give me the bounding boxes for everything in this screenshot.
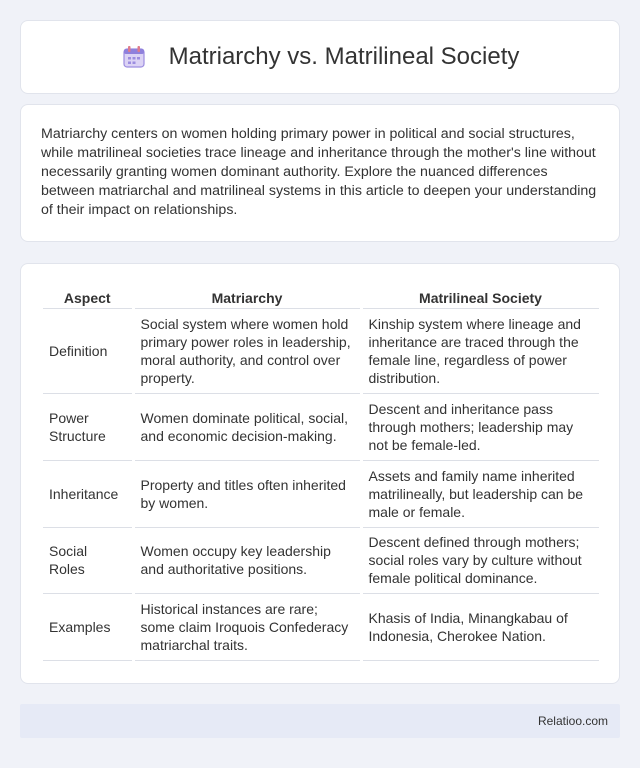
cell-matrilineal: Assets and family name inherited matrilineally, but leadership can be male or female. [361,460,599,527]
title-card [20,20,620,94]
cell-aspect: Inheritance [43,460,133,527]
table-header-row [43,286,599,308]
cell-matriarchy: Women dominate political, social, and economic decision-making. [133,393,361,460]
table-row [43,527,599,593]
comparison-table [43,286,599,661]
cell-aspect: Social Roles [43,527,133,593]
intro-text: Matriarchy centers on women holding primary power in political and social structures, while matrilineal societies trace lineage and inheritance through the mother's line without necessarily granting women dominant authority. Explore the nuanced differences between matriarchal and matrilineal systems in this article to deepen your understanding of their impact on relationships. [41,126,597,218]
header-matrilineal: Matrilineal Society [361,286,599,308]
comparison-table-card [20,263,620,684]
cell-matrilineal: Descent and inheritance pass through mothers; leadership may not be female-led. [361,393,599,460]
cell-aspect: Definition [43,308,133,393]
table-row [43,308,599,393]
calendar-icon [121,44,147,70]
footer [20,704,620,738]
header-matriarchy: Matriarchy [133,286,361,308]
table-row [43,593,599,660]
cell-matrilineal: Descent defined through mothers; social roles vary by culture without female political dominance. [361,527,599,593]
cell-matrilineal: Khasis of India, Minangkabau of Indonesia, Cherokee Nation. [361,593,599,660]
cell-matriarchy: Property and titles often inherited by women. [133,460,361,527]
cell-matriarchy: Historical instances are rare; some claim Iroquois Confederacy matriarchal traits. [133,593,361,660]
cell-aspect: Power Structure [43,393,133,460]
table-row [43,460,599,527]
cell-matrilineal: Kinship system where lineage and inheritance are traced through the female line, regardless of power distribution. [361,308,599,393]
footer-brand[interactable]: Relatioo.com [537,714,608,728]
header-aspect: Aspect [43,286,133,308]
cell-aspect: Examples [43,593,133,660]
table-row [43,393,599,460]
cell-matriarchy: Women occupy key leadership and authoritative positions. [133,527,361,593]
cell-matriarchy: Social system where women hold primary power roles in leadership, moral authority, and control over property. [133,308,361,393]
intro-card [20,104,620,242]
page-title: Matriarchy vs. Matrilineal Society [168,43,520,70]
